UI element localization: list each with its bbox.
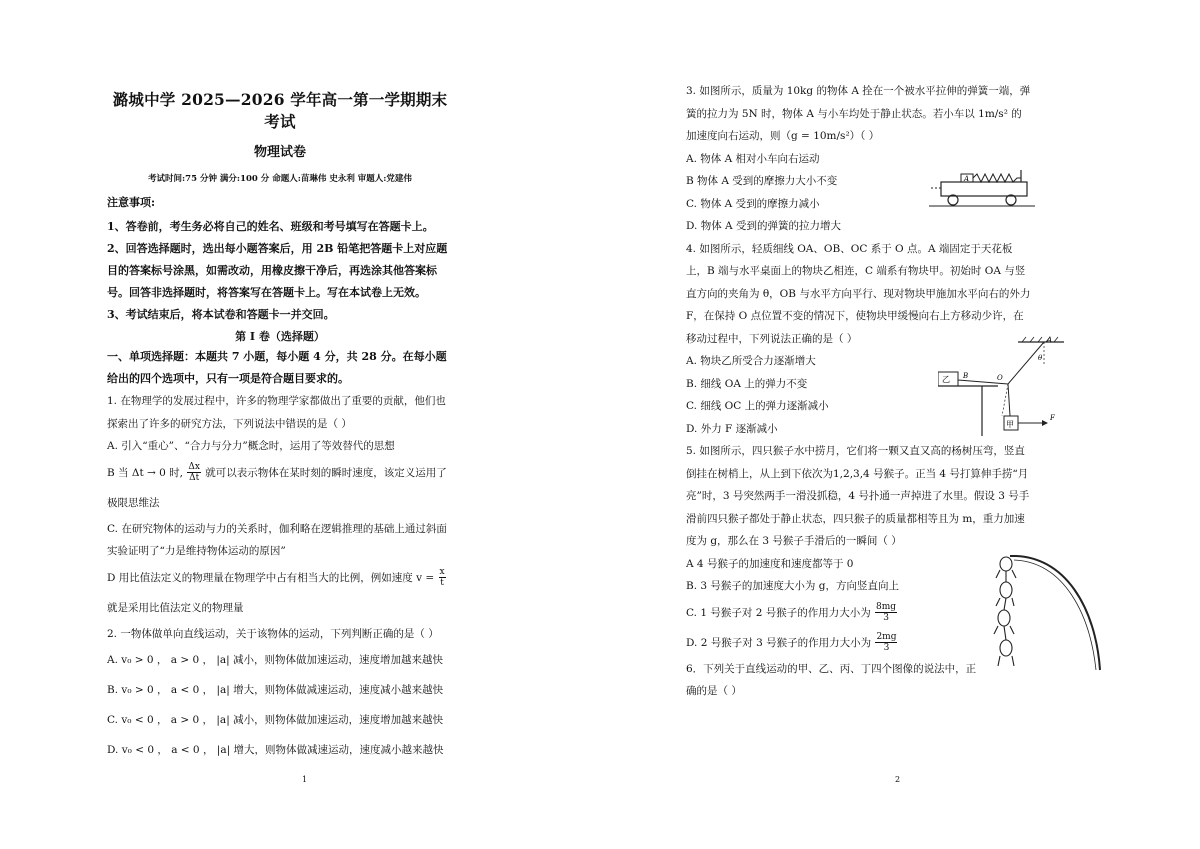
cart-body [941,182,1027,196]
part-title: 一、单项选择题：本题共 7 小题，每小题 4 分，共 28 分。在每小题给出的四个选项中，只有一项是符合题目要求的。 [107,350,447,385]
q1b-pre: B 当 Δt → 0 时, [107,466,187,479]
fig-q4-label-yi: 乙 [942,375,950,384]
force-f-head [1042,420,1048,426]
bent-tree-inner [1014,560,1096,670]
question-3-stem: 3. 如图所示，质量为 10kg 的物体 A 拴在一个被水平拉伸的弹簧一端，弹簧的拉力为 5N 时，物体 A 与小车均处于静止状态。若小车以 1m/s² 的加速度向右运动，则（g = 10m/s²）（ ） [686,85,1031,142]
monkey-3 [998,610,1010,626]
notice-heading: 注意事项: [107,196,156,209]
figure-q4-svg [938,336,1072,438]
question-5-stem: 5. 如图所示，四只猴子水中捞月，它们将一颗又直又高的杨树压弯，竖直倒挂在树梢上，从上到下依次为1,2,3,4 号猴子。正当 4 号打算伸手捞“月亮”时，3 号突然两手一滑没抓稳，4 号扑通一声掉进了水里。假设 3 号手滑前四只猴子都处于静止状态，四只猴子的质量都相等且为 m，重力加速度为 g，那么在 3 号猴子手滑后的一瞬间（ ） [686,445,1030,547]
left-column [107,88,453,765]
question-1-option-d [107,563,453,623]
notice-item-1: 1、答卷前，考生务必将自己的姓名、班级和考号填写在答题卡上。 [107,220,434,233]
question-2-option-c: C. v₀ < 0 ， a > 0 ， |a| 减小，则物体做加速运动，速度增加越来越快 [107,714,444,726]
monkey-chain [994,557,1016,666]
question-3-option-a: A. 物体 A 相对小车向右运动 [686,152,820,165]
q1d-frac-den: t [440,578,444,588]
fig-q4-label-jia: 甲 [1006,420,1014,429]
question-2-option-b: B. v₀ > 0 ， a < 0 ， |a| 增大，则物体做减速运动，速度减小越来越快 [107,684,444,696]
section-heading: 第 I 卷（选择题） [235,330,325,343]
fig-q3-label-a: A [964,175,970,183]
q1b-frac-den: Δt [189,473,200,483]
figure-q5-monkeys [992,550,1104,674]
figure-q3-cart-spring [927,166,1037,208]
page-number-right: 2 [895,775,901,784]
question-5-option-d [686,628,1031,658]
ceiling-hatch [1022,337,1058,342]
q1b-post: 就可以表示物体在某时刻的瞬时速度，该定义运用了极限思维法 [107,466,447,509]
fig-q4-label-b: B [963,372,969,380]
figure-q3-svg [927,166,1037,208]
q5d-num: 2mg [876,632,897,642]
question-5-option-a: A 4 号猴子的加速度和速度都等于 0 [686,557,854,570]
fig-q4-label-o: O [997,374,1003,382]
bent-tree [1010,556,1100,670]
notice-item-3: 3、考试结束后，将本试卷和答题卡一并交回。 [107,308,335,321]
q5c-pre: C. 1 号猴子对 2 号猴子的作用力大小为 [686,606,875,619]
page-right [600,0,1200,849]
fig-q4-label-theta: θ [1038,354,1043,362]
exam-subtitle: 物理试卷 [253,145,306,160]
exam-meta: 考试时间:75 分钟 满分:100 分 命题人:苗琳伟 史永利 审题人:党建伟 [148,174,412,184]
figure-q4-strings [938,336,1072,438]
q5d-den: 3 [883,643,890,653]
monkey-4 [1000,640,1012,656]
q5c-num: 8mg [876,602,897,612]
fig-q4-label-a: A [1047,336,1053,344]
q1d-post: 就是采用比值法定义的物理量 [107,601,244,614]
question-5-option-c [686,598,1031,628]
spring [973,174,1021,182]
q1b-fraction [187,462,201,483]
q1d-fraction [439,567,446,588]
question-2-stem: 2. 一物体做单向直线运动，关于该物体的运动，下列判断正确的是（ ） [107,627,439,640]
question-4-stem: 4. 如图所示，轻质细线 OA、OB、OC 系于 O 点。A 端固定于天花板上，B 端与水平桌面上的物块乙相连，C 端系有物块甲。初始时 OA 与竖直方向的夹角为 θ，OB 与水平方向平行、现对物块甲施加水平向右的外力 F，在保持 O 点位置不变的情况下，使物块甲缓慢向右上方移动少许，在移动过程中，下列说法正确的是（ ） [686,242,1031,345]
page-number-left: 1 [302,775,308,784]
question-2-option-d: D. v₀ < 0 ， a < 0 ， |a| 增大，则物体做减速运动，速度减小越来越快 [107,744,444,756]
question-4-option-d: D. 外力 F 逐渐减小 [686,422,778,435]
question-4-option-b: B. 细线 OA 上的弹力不变 [686,377,808,390]
string-oc-original [1002,384,1008,416]
fig-q4-label-f: F [1050,414,1055,422]
notice-item-2: 2、回答选择题时，选出每小题答案后，用 2B 铅笔把答题卡上对应题目的答案标号涂黑，如需改动，用橡皮擦干净后，再选涂其他答案标号。回答非选择题时，将答案写在答题卡上。写在本试卷上无效。 [107,242,448,299]
string-oc [1008,384,1010,416]
q5c-den: 3 [883,613,889,623]
monkey-1 [1000,557,1012,571]
exam-title: 潞城中学 2025—2026 学年高一第一学期期末考试 [112,90,448,131]
question-5-option-b: B. 3 号猴子的加速度大小为 g，方向竖直向上 [686,580,899,592]
question-3-option-b: B 物体 A 受到的摩擦力大小不变 [686,175,838,187]
question-2-option-a: A. v₀ > 0 ， a > 0 ， |a| 减小，则物体做加速运动，速度增加越来越快 [107,654,443,666]
question-1-option-b [107,458,453,518]
question-3-option-d: D. 物体 A 受到的弹簧的拉力增大 [686,220,841,232]
string-oa [1008,342,1044,384]
monkey-2 [1000,582,1012,598]
question-3-option-c: C. 物体 A 受到的摩擦力减小 [686,197,820,210]
question-1-option-a: A. 引入“重心”、“合力与分力”概念时，运用了等效替代的思想 [107,440,395,452]
question-6-stem: 6．下列关于直线运动的甲、乙、丙、丁四个图像的说法中，正确的是（ ） [686,662,977,697]
question-1-stem: 1. 在物理学的发展过程中，许多的物理学家都做出了重要的贡献，他们也探索出了许多的研究方法，下列说法中错误的是（ ） [107,395,446,430]
figure-q5-svg [992,550,1104,674]
q5c-fraction [875,602,897,623]
q1b-frac-num: Δx [188,462,200,472]
q1d-frac-num: x [439,567,445,577]
q5d-fraction [875,632,897,653]
question-4-option-a: A. 物块乙所受合力逐渐增大 [686,355,816,367]
question-4-option-c: C. 细线 OC 上的弹力逐渐减小 [686,400,829,412]
q5d-pre: D. 2 号猴子对 3 号猴子的作用力大小为 [686,636,875,649]
question-1-option-c: C. 在研究物体的运动与力的关系时，伽利略在逻辑推理的基础上通过斜面实验证明了“力是维持物体运动的原因” [107,522,447,557]
q1d-pre: D 用比值法定义的物理量在物理学中占有相当大的比例，例如速度 v = [107,571,438,584]
